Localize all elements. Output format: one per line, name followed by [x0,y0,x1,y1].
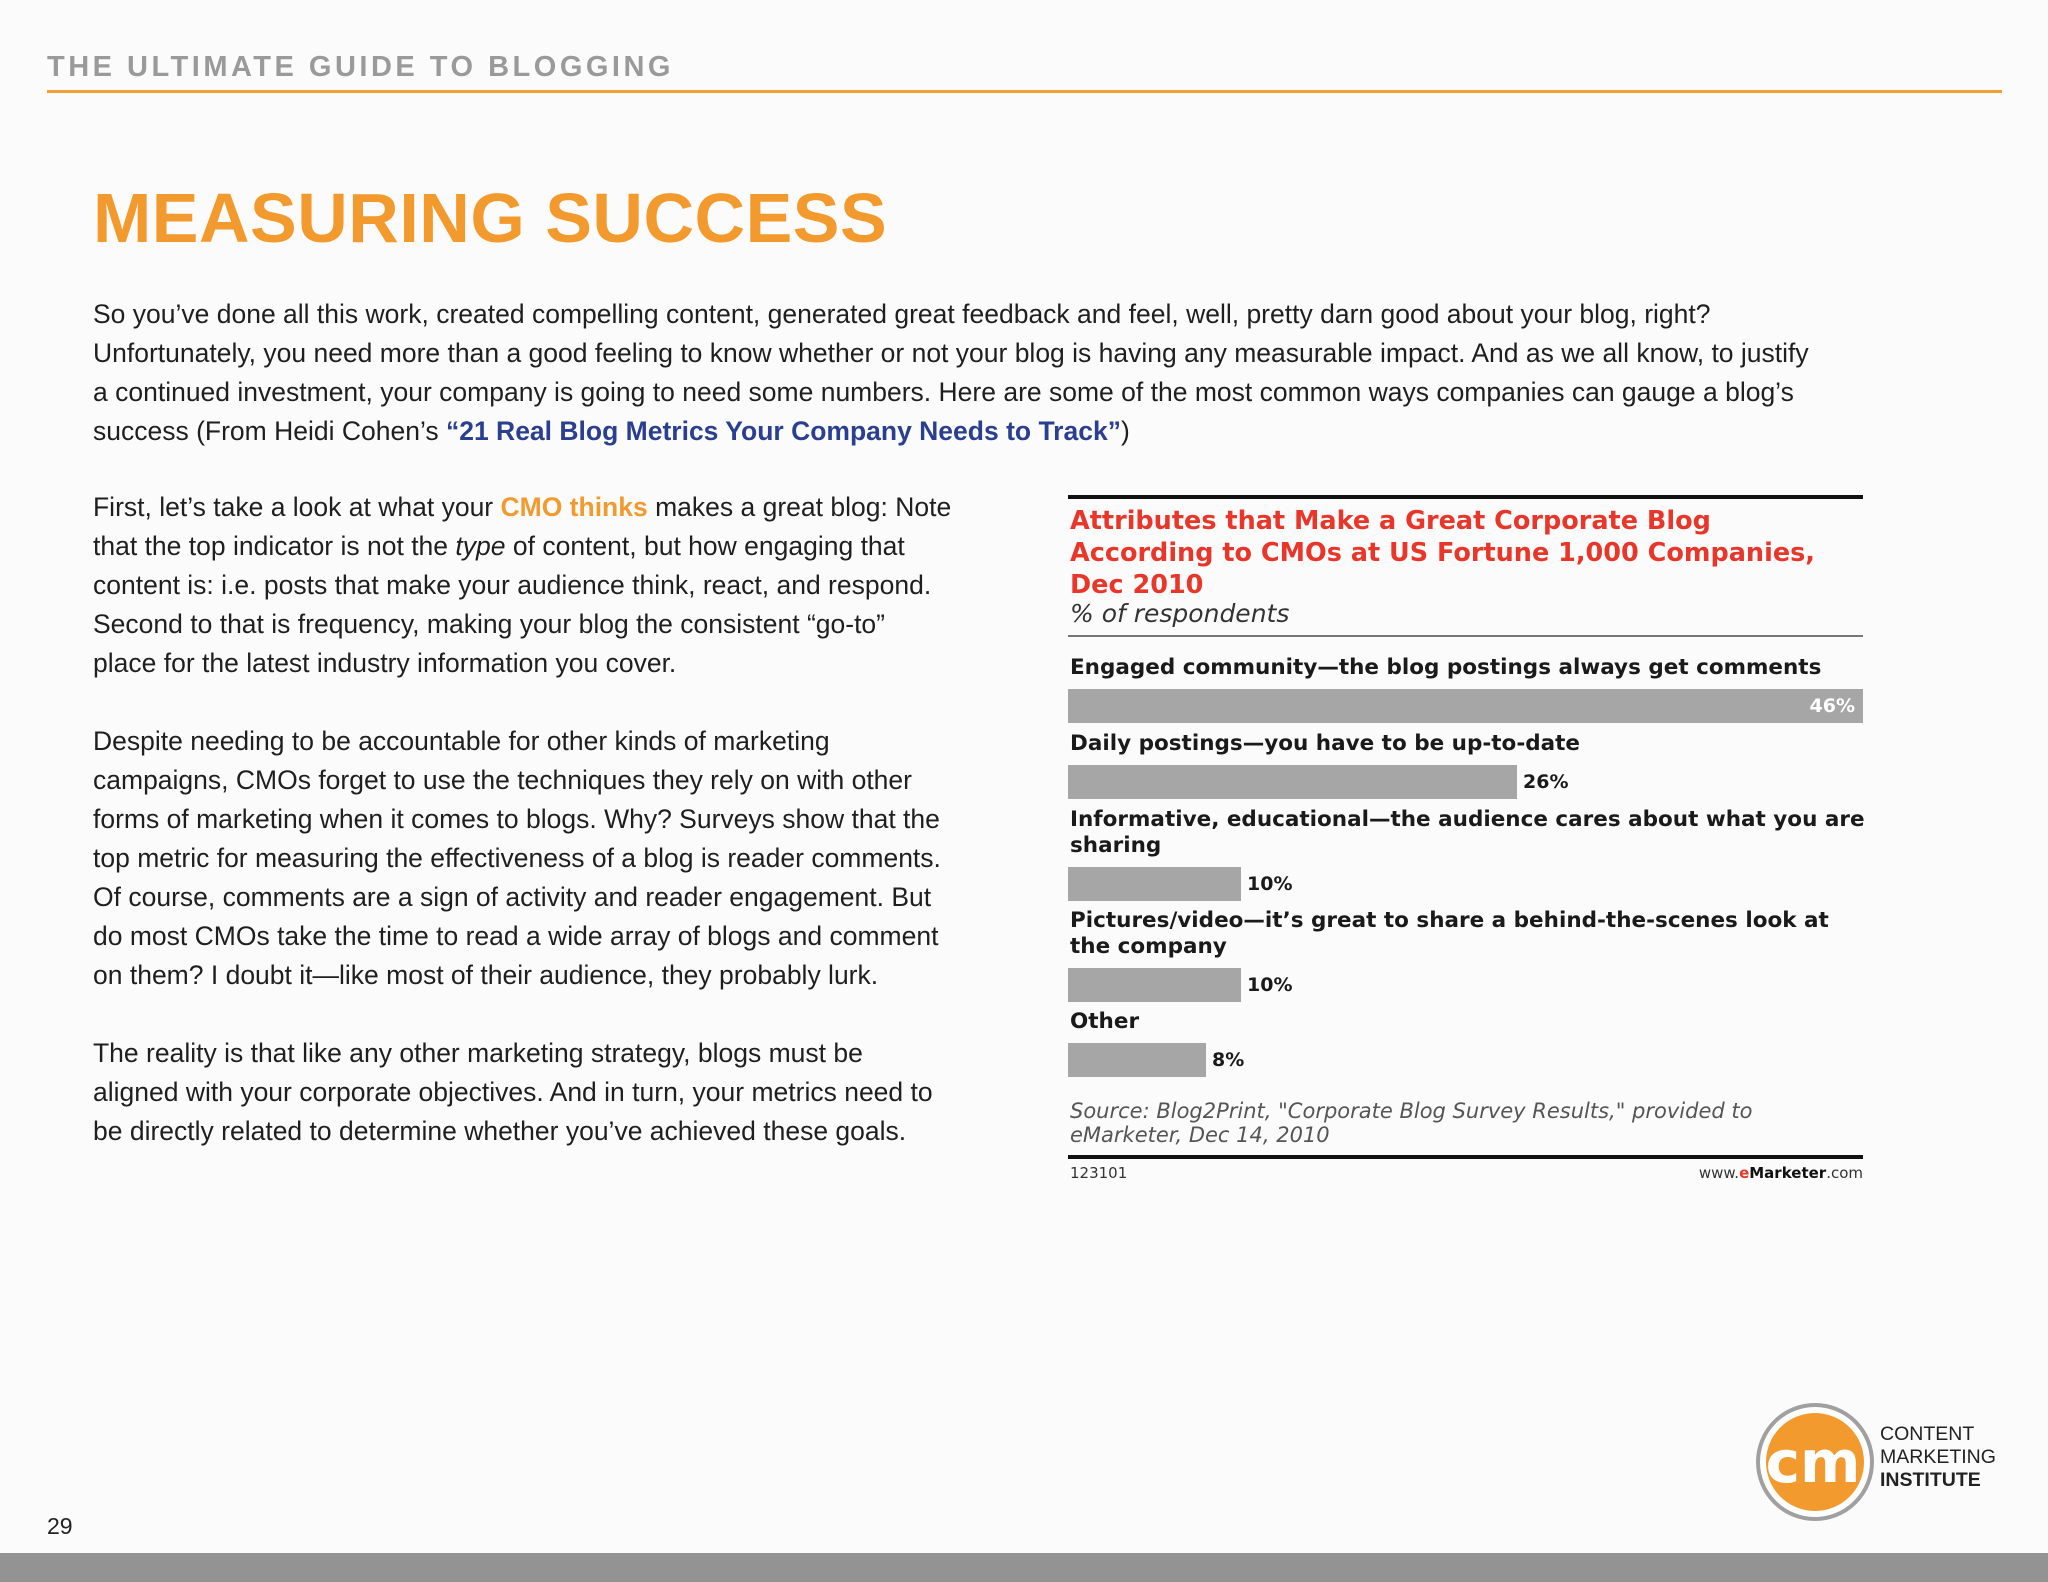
cmo-thinks-link[interactable]: CMO thinks [500,492,648,522]
url-part: www. [1698,1164,1740,1182]
intro-text: ) [1120,416,1130,446]
text-line: content is: i.e. posts that make your audience think, react, and respond. [93,570,932,600]
page-number: 29 [47,1513,73,1539]
url-brand-rest: Marketer [1749,1164,1827,1182]
text: First, let’s take a look at what your [93,492,501,522]
text-line: top metric for measuring the effectiveness of a blog is reader comments. [93,843,941,873]
chart-source [1070,1099,1860,1147]
category-label-line: the company [1070,934,1227,959]
logo-mark: cm [1765,1428,1861,1496]
text-line: campaigns, CMOs forget to use the techniques they rely on with other [93,765,912,795]
bar [1068,867,1241,901]
paragraph-cmo-thinks [93,488,1023,683]
bar [1068,968,1241,1002]
intro-line: Unfortunately, you need more than a good feeling to know whether or not your blog is having any measurable impact. And as we all know, to justify [93,338,1809,368]
category-label-line: Daily postings—you have to be up-to-date [1070,731,1581,756]
text-line: forms of marketing when it comes to blogs. Why? Surveys show that the [93,804,940,834]
category-label [1070,655,1860,681]
intro-line: So you’ve done all this work, created compelling content, generated great feedback and feel, well, pretty darn good about your blog, right? [93,299,1711,329]
intro-paragraph [93,295,1973,451]
category-label-line: Other [1070,1009,1140,1034]
chart-title-line: According to CMOs at US Fortune 1,000 Companies, [1070,538,1815,568]
intro-text: success (From Heidi Cohen’s [93,416,446,446]
footer-bar [0,1553,2048,1582]
bar-value-label: 26% [1523,771,1569,793]
bar-value-label: 10% [1247,873,1293,895]
text-line: do most CMOs take the time to read a wide array of blogs and comment [93,921,939,951]
chart-title-line: Dec 2010 [1070,570,1204,600]
cmi-wordmark [1880,1423,1996,1492]
paragraph-reality [93,1034,1023,1151]
cmi-logo-icon [1755,1402,1875,1522]
wordmark-line: INSTITUTE [1880,1469,1981,1491]
chart-id: 123101 [1070,1164,1128,1182]
category-label-line: Informative, educational—the audience cares about what you are [1070,807,1865,832]
header-rule [47,90,2002,93]
blog-metrics-link[interactable]: “21 Real Blog Metrics Your Company Needs to Track” [445,416,1121,446]
category-label [1070,1009,1860,1035]
text-line: on them? I doubt it—like most of their audience, they probably lurk. [93,960,879,990]
chart-top-rule [1068,495,1863,499]
chart-source-line: Source: Blog2Print, "Corporate Blog Survey Results," provided to [1070,1099,1753,1123]
category-label [1070,731,1860,757]
bar-value-label: 8% [1212,1049,1245,1071]
chart-title [1070,505,1860,601]
text-line: Second to that is frequency, making your blog the consistent “go-to” [93,609,885,639]
text-line: aligned with your corporate objectives. And in turn, your metrics need to [93,1077,933,1107]
text-line: be directly related to determine whether you’ve achieved these goals. [93,1116,907,1146]
chart-source-line: eMarketer, Dec 14, 2010 [1070,1123,1330,1147]
bar-value-label: 10% [1247,974,1293,996]
text-line: Of course, comments are a sign of activity and reader engagement. But [93,882,932,912]
text-line [93,527,1023,566]
text-line: Despite needing to be accountable for other kinds of marketing [93,726,830,756]
bar [1068,1043,1206,1077]
text: makes a great blog: Note [647,492,952,522]
body-column [93,488,1023,1190]
emphasis: type [455,531,506,561]
category-label-line: Engaged community—the blog postings always get comments [1070,655,1822,680]
category-label-line: sharing [1070,833,1162,858]
bar-value-label: 46% [1809,695,1855,717]
wordmark-line: CONTENT [1880,1423,1975,1445]
wordmark-line: MARKETING [1880,1446,1996,1468]
chart-subtitle-rule [1068,635,1863,637]
category-label [1070,807,1865,859]
emarketer-bar-chart [1068,495,1863,1185]
chart-subtitle: % of respondents [1070,599,1290,628]
category-label [1070,908,1860,960]
chart-bottom-rule [1068,1155,1863,1159]
intro-line [93,412,1973,451]
paragraph-accountability [93,722,1023,995]
chart-title-line: Attributes that Make a Great Corporate Blog [1070,506,1711,536]
text: that the top indicator is not the [93,531,456,561]
bar [1068,689,1863,723]
url-brand-e: e [1739,1164,1750,1182]
text: of content, but how engaging that [505,531,905,561]
url-part: .com [1826,1164,1863,1182]
intro-line: a continued investment, your company is going to need some numbers. Here are some of the most common ways companies can gauge a blog’s [93,377,1794,407]
emarketer-url[interactable] [1699,1164,1863,1182]
bar [1068,765,1517,799]
text-line [93,488,1023,527]
text-line: The reality is that like any other marketing strategy, blogs must be [93,1038,863,1068]
page-title: MEASURING SUCCESS [93,179,888,257]
category-label-line: Pictures/video—it’s great to share a behind-the-scenes look at [1070,908,1829,933]
running-header: THE ULTIMATE GUIDE TO BLOGGING [47,51,674,83]
text-line: place for the latest industry information you cover. [93,648,677,678]
